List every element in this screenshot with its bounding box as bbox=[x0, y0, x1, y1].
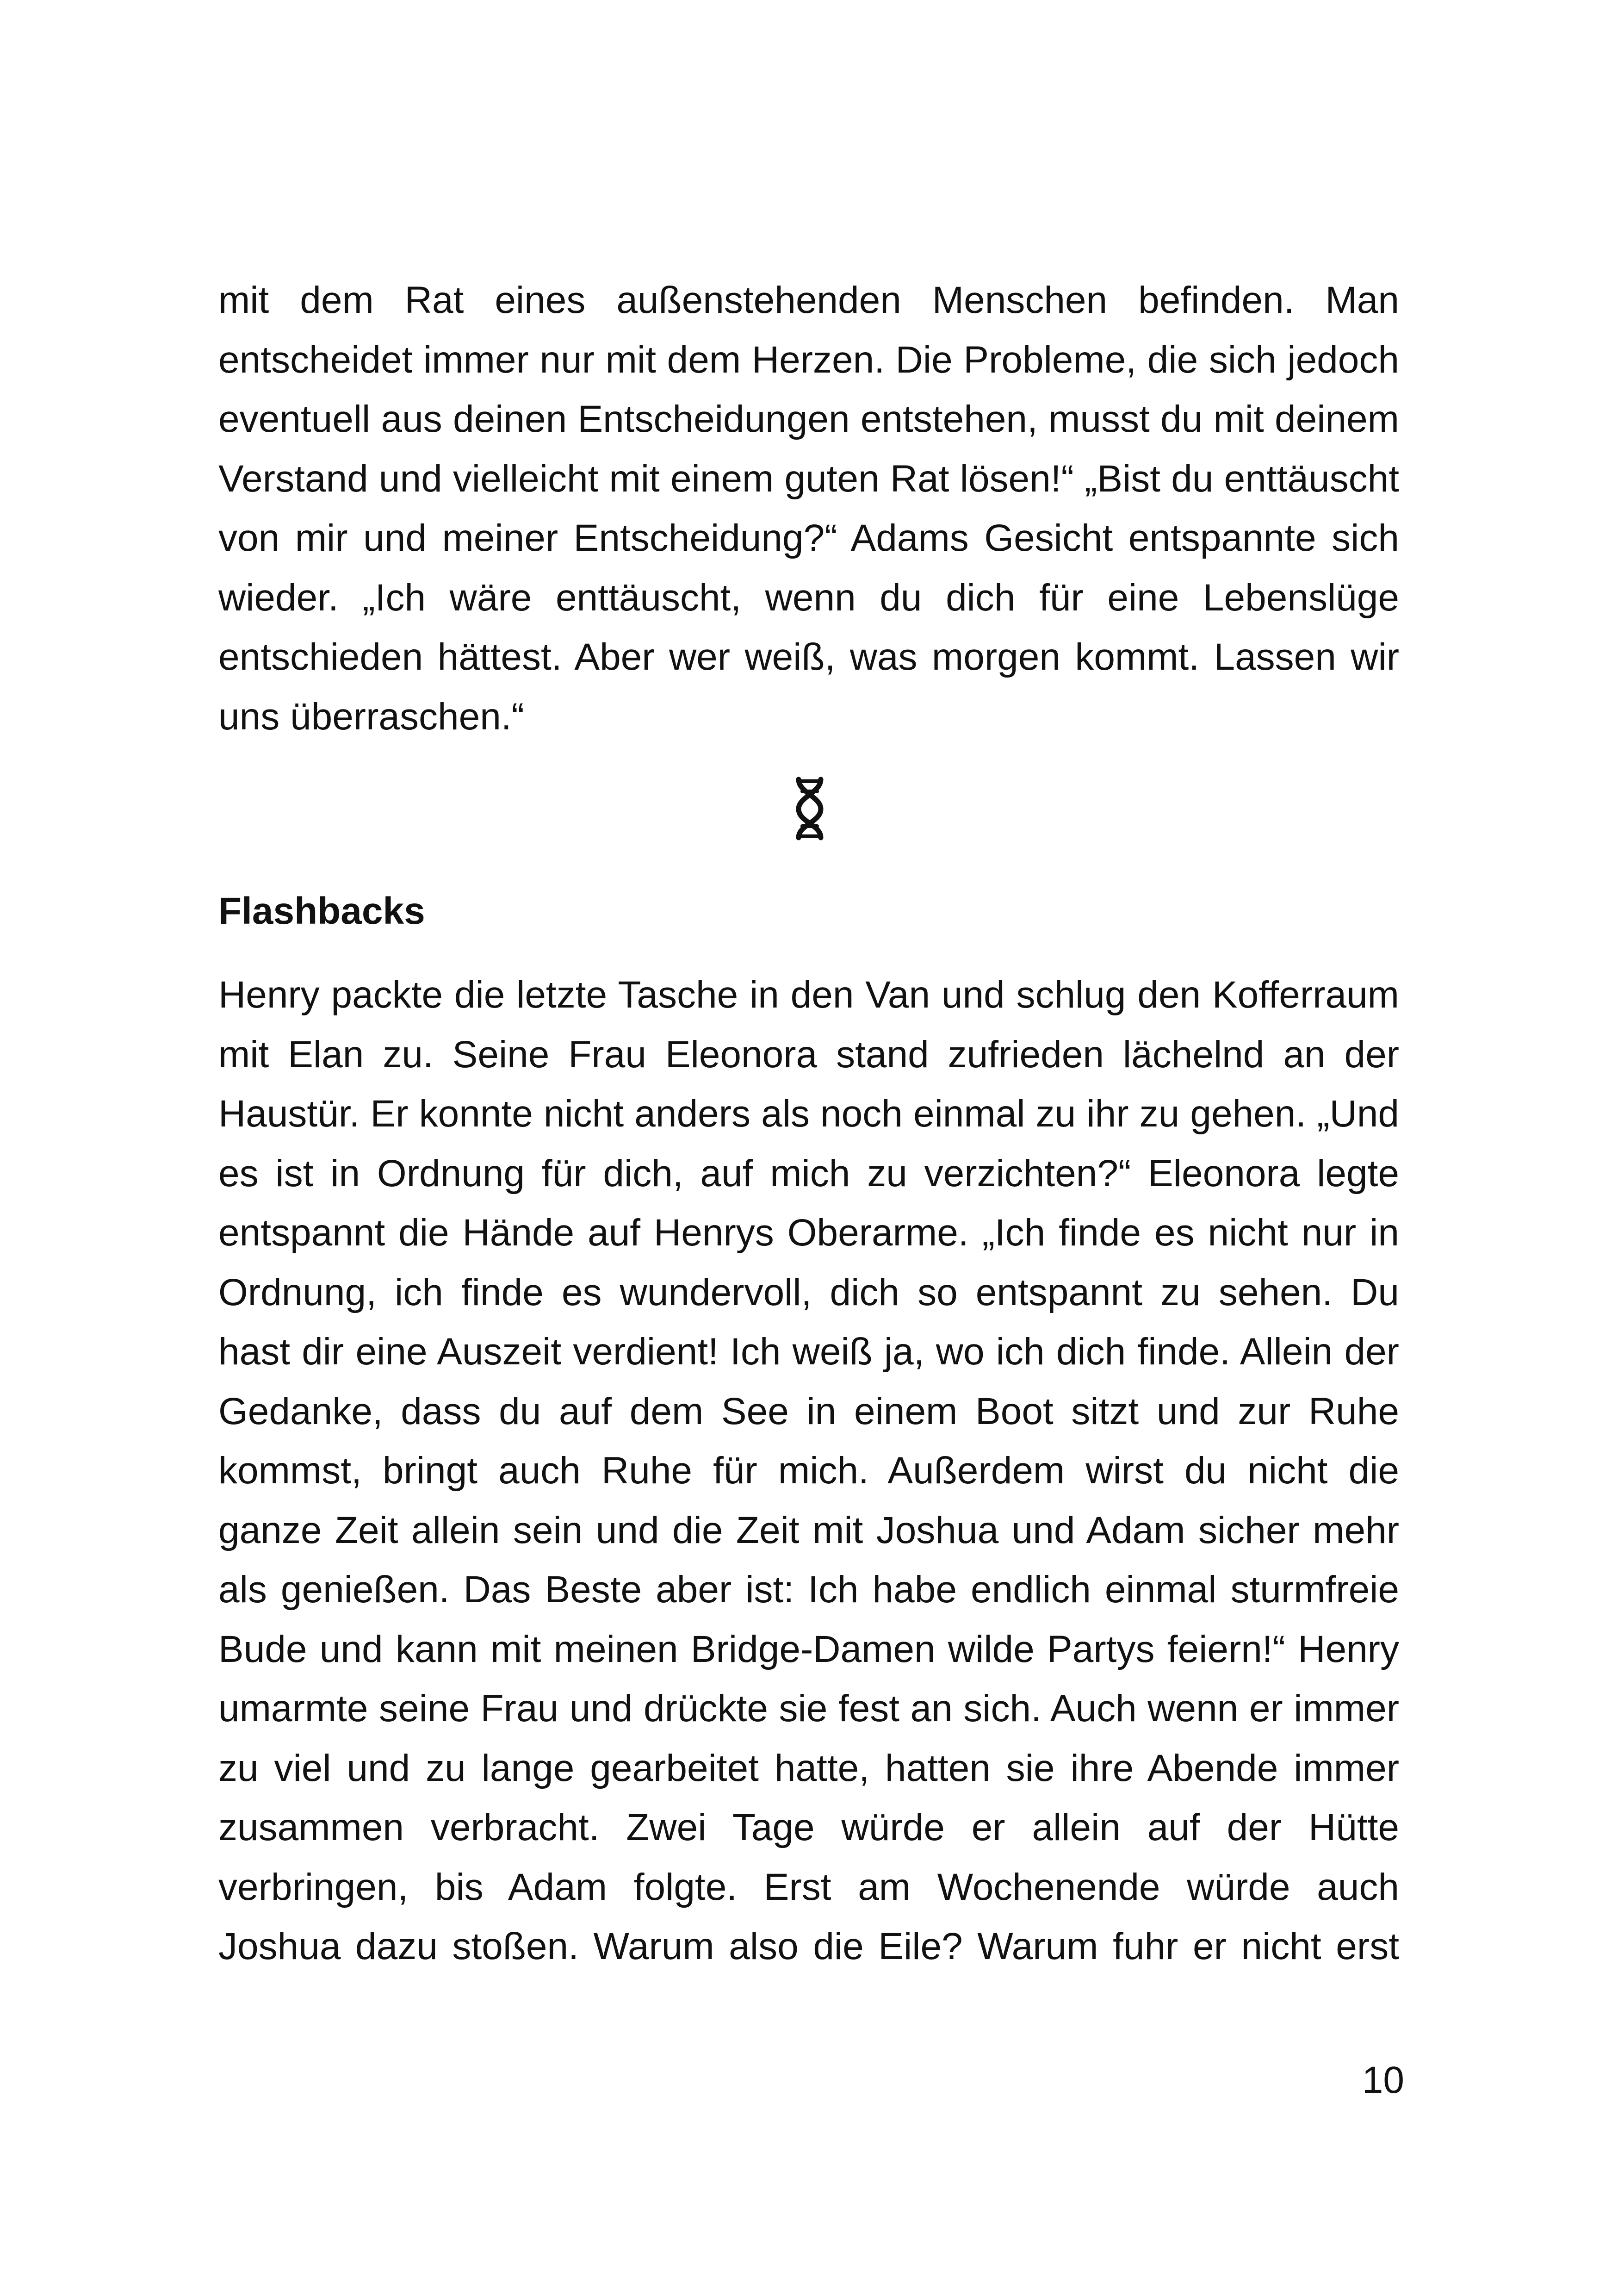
paragraph-2: Henry packte die letzte Tasche in den Van und schlug den Kofferraum mit Elan zu. Seine Frau Eleonora stand zufrieden lächelnd an der Haustür. Er konnte nicht anders als noch einmal zu ihr zu gehen. „Und es ist in Ordnung für dich, auf mich zu verzichten?“ Eleonora legte entspannt die Hände auf Henrys Oberarme. „Ich finde es nicht nur in Ordnung, ich finde es wundervoll, dich so entspannt zu sehen. Du hast dir eine Auszeit verdient! Ich weiß ja, wo ich dich finde. Allein der Gedanke, dass du auf dem See in einem Boot sitzt und zur Ruhe kommst, bringt auch Ruhe für mich. Außerdem wirst du nicht die ganze Zeit allein sein und die Zeit mit Joshua und Adam sicher mehr als genießen. Das Beste aber ist: Ich habe endlich einmal sturmfreie Bude und kann mit meinen Bridge-Damen wilde Partys feiern!“ Henry umarmte seine Frau und drückte sie fest an sich. Auch wenn er immer zu viel und zu lange gearbeitet hatte, hatten sie ihre Abende immer zusammen verbracht. Zwei Tage würde er allein auf der Hütte verbringen, bis Adam folgte. Erst am Wochenende würde auch Joshua dazu stoßen. Warum also die Eile? Warum fuhr er nicht erst bbox=[218, 974, 1399, 1967]
paragraph-block-2 bbox=[218, 965, 1399, 1977]
dna-icon bbox=[791, 774, 828, 843]
paragraph-block-1 bbox=[218, 271, 1399, 747]
paragraph-1: mit dem Rat eines außenstehenden Menschen befinden. Man entscheidet immer nur mit dem Herzen. Die Probleme, die sich jedoch eventuell aus deinen Entscheidungen entstehen, musst du mit deinem Verstand und vielleicht mit einem guten Rat lösen!“ „Bist du enttäuscht von mir und meiner Entscheidung?“ Adams Gesicht entspannte sich wieder. „Ich wäre enttäuscht, wenn du dich für eine Lebenslüge entschieden hättest. Aber wer weiß, was morgen kommt. Lassen wir uns überraschen.“ bbox=[218, 279, 1399, 738]
page-number: 10 bbox=[1362, 2059, 1404, 2101]
section-heading: Flashbacks bbox=[218, 890, 425, 932]
